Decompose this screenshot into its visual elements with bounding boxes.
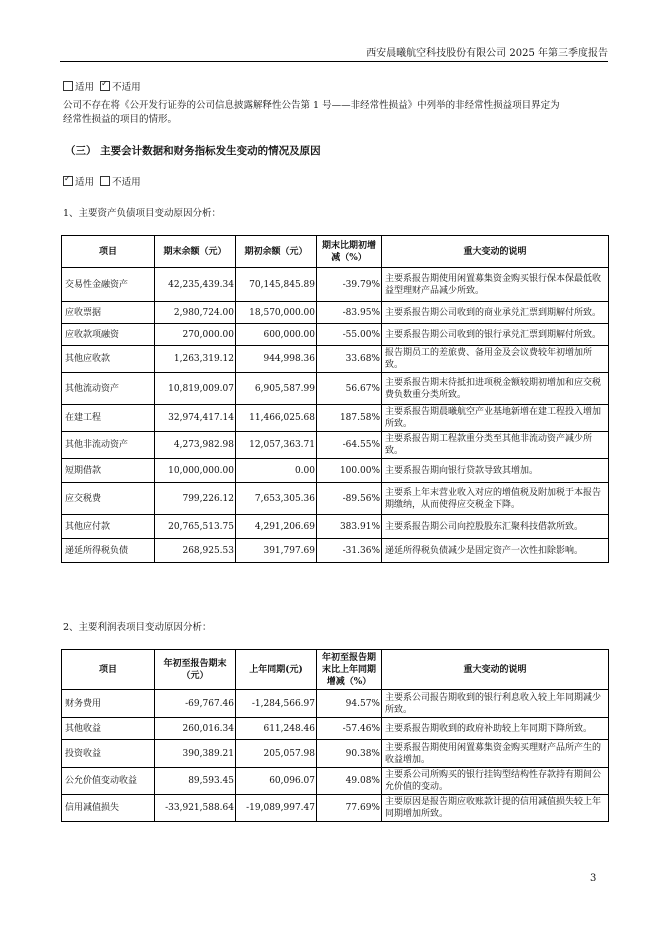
- table-header-row: [62, 236, 609, 268]
- balance-table: [61, 235, 609, 563]
- row-value-cell: 12,057,363.71: [236, 432, 317, 459]
- row-value-cell: 611,248.46: [236, 718, 317, 740]
- row-item-cell: 投资收益: [62, 740, 155, 768]
- row-value-cell: 270,000.00: [155, 324, 236, 346]
- row-value-cell: 70,145,845.89: [236, 268, 317, 302]
- row-reason-cell: 主要系报告期晨曦航空产业基地新增在建工程投入增加所致。: [382, 405, 609, 432]
- row-value-cell: 90.38%: [317, 740, 382, 768]
- row-item-cell: 交易性金融资产: [62, 268, 155, 302]
- row-value-cell: -69,767.46: [155, 690, 236, 718]
- section3-options: [63, 174, 141, 188]
- row-value-cell: 42,235,439.34: [155, 268, 236, 302]
- row-reason-cell: 主要系报告期公司向控股股东汇聚科技借款所致。: [382, 515, 609, 539]
- row-item-cell: 其他收益: [62, 718, 155, 740]
- row-value-cell: -83.95%: [317, 302, 382, 324]
- row-reason-cell: 主要系公司报告期收到的银行利息收入较上年同期减少所致。: [382, 690, 609, 718]
- column-header: 项目: [62, 236, 155, 268]
- row-reason-cell: 报告期员工的差旅费、备用金及会议费较年初增加所致。: [382, 346, 609, 373]
- row-reason-cell: 主要系报告期收到的政府补助较上年同期下降所致。: [382, 718, 609, 740]
- balance-subtitle: 1、主要资产负债项目变动原因分析：: [63, 208, 222, 219]
- row-value-cell: 94.57%: [317, 690, 382, 718]
- row-item-cell: 应交税费: [62, 483, 155, 515]
- row-value-cell: 1,263,319.12: [155, 346, 236, 373]
- table-row: [62, 324, 609, 346]
- row-reason-cell: 主要系报告期末待抵扣进项税金额较期初增加和应交税费负数重分类所致。: [382, 373, 609, 405]
- row-value-cell: 49.08%: [317, 768, 382, 795]
- column-header: 年初至报告期末（元）: [155, 650, 236, 690]
- row-value-cell: 390,389.21: [155, 740, 236, 768]
- column-header: 重大变动的说明: [382, 650, 609, 690]
- row-item-cell: 在建工程: [62, 405, 155, 432]
- income-table: [61, 649, 609, 822]
- row-value-cell: 4,291,206.69: [236, 515, 317, 539]
- table-header-row: [62, 650, 609, 690]
- page-header: 西安晨曦航空科技股份有限公司 2025 年第三季度报告: [366, 48, 608, 59]
- row-value-cell: 944,998.36: [236, 346, 317, 373]
- column-header: 重大变动的说明: [382, 236, 609, 268]
- table-row: [62, 740, 609, 768]
- row-reason-cell: 主要系报告期使用闲置募集资金购买银行保本保最低收益型理财产品减少所致。: [382, 268, 609, 302]
- table-row: [62, 432, 609, 459]
- row-value-cell: -39.79%: [317, 268, 382, 302]
- row-value-cell: 60,096.07: [236, 768, 317, 795]
- row-value-cell: 7,653,305.36: [236, 483, 317, 515]
- row-reason-cell: 主要系报告期工程款重分类至其他非流动资产减少所致。: [382, 432, 609, 459]
- row-value-cell: 391,797.69: [236, 539, 317, 563]
- table-row: [62, 690, 609, 718]
- row-reason-cell: 主要系上年末营业收入对应的增值税及附加税于本报告期缴纳，从而使得应交税金下降。: [382, 483, 609, 515]
- column-header: 期末比期初增减（%）: [317, 236, 382, 268]
- table-row: [62, 539, 609, 563]
- nonrecurring-text-2: 经常性损益的项目的情形。: [63, 114, 178, 125]
- option-yes-label: 适用: [75, 177, 95, 188]
- row-value-cell: 6,905,587.99: [236, 373, 317, 405]
- row-value-cell: -55.00%: [317, 324, 382, 346]
- row-item-cell: 短期借款: [62, 459, 155, 483]
- nonrecurring-options: [63, 79, 141, 93]
- table-row: [62, 268, 609, 302]
- row-value-cell: 20,765,513.75: [155, 515, 236, 539]
- row-item-cell: 应收票据: [62, 302, 155, 324]
- row-value-cell: -57.46%: [317, 718, 382, 740]
- row-item-cell: 递延所得税负债: [62, 539, 155, 563]
- option-yes-label: 适用: [75, 82, 95, 93]
- table-row: [62, 515, 609, 539]
- income-subtitle: 2、主要利润表项目变动原因分析：: [63, 622, 212, 633]
- row-value-cell: 799,226.12: [155, 483, 236, 515]
- table-row: [62, 483, 609, 515]
- table-row: [62, 302, 609, 324]
- row-value-cell: 18,570,000.00: [236, 302, 317, 324]
- row-reason-cell: 主要系公司所购买的银行挂钩型结构性存款持有期间公允价值的变动。: [382, 768, 609, 795]
- table-row: [62, 768, 609, 795]
- row-value-cell: 383.91%: [317, 515, 382, 539]
- table-row: [62, 459, 609, 483]
- row-value-cell: 100.00%: [317, 459, 382, 483]
- nonrecurring-text-1: 公司不存在将《公开发行证券的公司信息披露解释性公告第 1 号——非经常性损益》中列举的非经常性损益项目界定为: [63, 100, 560, 111]
- checkbox-unchecked-icon[interactable]: [100, 176, 110, 186]
- row-value-cell: 10,000,000.00: [155, 459, 236, 483]
- row-value-cell: 205,057.98: [236, 740, 317, 768]
- column-header: 期末余额（元）: [155, 236, 236, 268]
- row-value-cell: 77.69%: [317, 795, 382, 822]
- row-item-cell: 其他流动资产: [62, 373, 155, 405]
- row-item-cell: 公允价值变动收益: [62, 768, 155, 795]
- option-no-label: 不适用: [112, 177, 141, 188]
- row-value-cell: 10,819,009.07: [155, 373, 236, 405]
- table-row: [62, 405, 609, 432]
- row-item-cell: 应收款项融资: [62, 324, 155, 346]
- row-reason-cell: 递延所得税负债减少是固定资产一次性扣除影响。: [382, 539, 609, 563]
- table-row: [62, 718, 609, 740]
- header-divider: [60, 61, 608, 62]
- table-row: [62, 373, 609, 405]
- row-reason-cell: 主要系报告期向银行贷款导致其增加。: [382, 459, 609, 483]
- row-value-cell: 56.67%: [317, 373, 382, 405]
- row-value-cell: 0.00: [236, 459, 317, 483]
- row-reason-cell: 主要系报告期公司收到的商业承兑汇票到期解付所致。: [382, 302, 609, 324]
- row-value-cell: -31.36%: [317, 539, 382, 563]
- row-reason-cell: 主要原因是报告期应收账款计提的信用减值损失较上年同期增加所致。: [382, 795, 609, 822]
- option-no-label: 不适用: [112, 82, 141, 93]
- row-value-cell: -33,921,588.64: [155, 795, 236, 822]
- row-value-cell: 268,925.53: [155, 539, 236, 563]
- column-header: 年初至报告期末比上年同期增减（%）: [317, 650, 382, 690]
- row-value-cell: 2,980,724.00: [155, 302, 236, 324]
- row-value-cell: -89.56%: [317, 483, 382, 515]
- table-row: [62, 346, 609, 373]
- checkbox-checked-icon[interactable]: [63, 176, 73, 186]
- checkbox-unchecked-icon[interactable]: [63, 81, 73, 91]
- row-value-cell: 600,000.00: [236, 324, 317, 346]
- checkbox-checked-icon[interactable]: [100, 81, 110, 91]
- row-reason-cell: 主要系报告期公司收到的银行承兑汇票到期解付所致。: [382, 324, 609, 346]
- row-value-cell: 32,974,417.14: [155, 405, 236, 432]
- section-title: （三） 主要会计数据和财务指标发生变动的情况及原因: [65, 145, 321, 157]
- table-row: [62, 795, 609, 822]
- row-item-cell: 其他非流动资产: [62, 432, 155, 459]
- row-value-cell: -19,089,997.47: [236, 795, 317, 822]
- column-header: 期初余额（元）: [236, 236, 317, 268]
- row-value-cell: 89,593.45: [155, 768, 236, 795]
- row-value-cell: 11,466,025.68: [236, 405, 317, 432]
- row-item-cell: 财务费用: [62, 690, 155, 718]
- row-value-cell: 260,016.34: [155, 718, 236, 740]
- row-value-cell: -64.55%: [317, 432, 382, 459]
- row-item-cell: 信用减值损失: [62, 795, 155, 822]
- column-header: 项目: [62, 650, 155, 690]
- page-number: 3: [590, 873, 597, 884]
- row-value-cell: -1,284,566.97: [236, 690, 317, 718]
- row-item-cell: 其他应收款: [62, 346, 155, 373]
- row-value-cell: 4,273,982.98: [155, 432, 236, 459]
- row-value-cell: 33.68%: [317, 346, 382, 373]
- row-reason-cell: 主要系报告期使用闲置募集资金购买理财产品所产生的收益增加。: [382, 740, 609, 768]
- row-value-cell: 187.58%: [317, 405, 382, 432]
- column-header: 上年同期(元): [236, 650, 317, 690]
- row-item-cell: 其他应付款: [62, 515, 155, 539]
